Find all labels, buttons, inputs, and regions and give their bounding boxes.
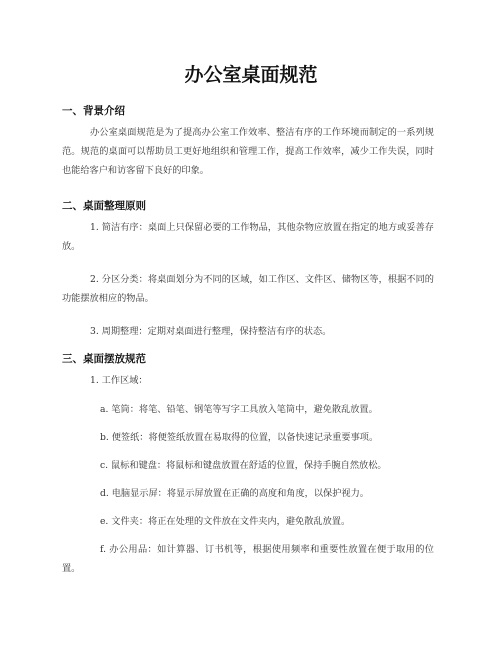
work-area-subitem: b. 便签纸：将便签纸放置在易取得的位置，以备快速记录重要事项。 bbox=[100, 432, 379, 443]
work-area-subitem: c. 鼠标和键盘：将鼠标和键盘放置在舒适的位置，保持手腕自然放松。 bbox=[100, 460, 387, 471]
section-heading-background: 一、背景介绍 bbox=[62, 105, 125, 117]
work-area-subitem: d. 电脑显示屏：将显示屏放置在正确的高度和角度，以保护视力。 bbox=[100, 488, 369, 499]
section-heading-principles: 二、桌面整理原则 bbox=[62, 200, 146, 212]
placement-item-work-area: 1. 工作区域： bbox=[90, 375, 148, 386]
principle-item: 1. 简洁有序：桌面上只保留必要的工作物品，其他杂物应放置在指定的地方或妥善存放。 bbox=[62, 222, 434, 252]
section-heading-placement: 三、桌面摆放规范 bbox=[62, 353, 146, 365]
principle-item: 2. 分区分类：将桌面划分为不同的区域，如工作区、文件区、储物区等，根据不同的功能摆放相应的物品。 bbox=[62, 274, 434, 304]
principle-item: 3. 周期整理：定期对桌面进行整理，保持整洁有序的状态。 bbox=[90, 326, 332, 337]
work-area-subitem: f. 办公用品：如计算器、订书机等，根据使用频率和重要性放置在便于取用的位置。 bbox=[62, 544, 434, 574]
work-area-subitem: e. 文件夹：将正在处理的文件放在文件夹内，避免散乱放置。 bbox=[100, 516, 351, 527]
document-title: 办公室桌面规范 bbox=[184, 64, 318, 86]
work-area-subitem: a. 笔筒：将笔、铅笔、钢笔等写字工具放入笔筒中，避免散乱放置。 bbox=[100, 404, 378, 415]
background-paragraph: 办公室桌面规范是为了提高办公室工作效率、整洁有序的工作环境而制定的一系列规范。规范的桌面可以帮助员工更好地组织和管理工作，提高工作效率，减少工作失误，同时也能给客户和访客留下良好的印象。 bbox=[62, 127, 434, 176]
